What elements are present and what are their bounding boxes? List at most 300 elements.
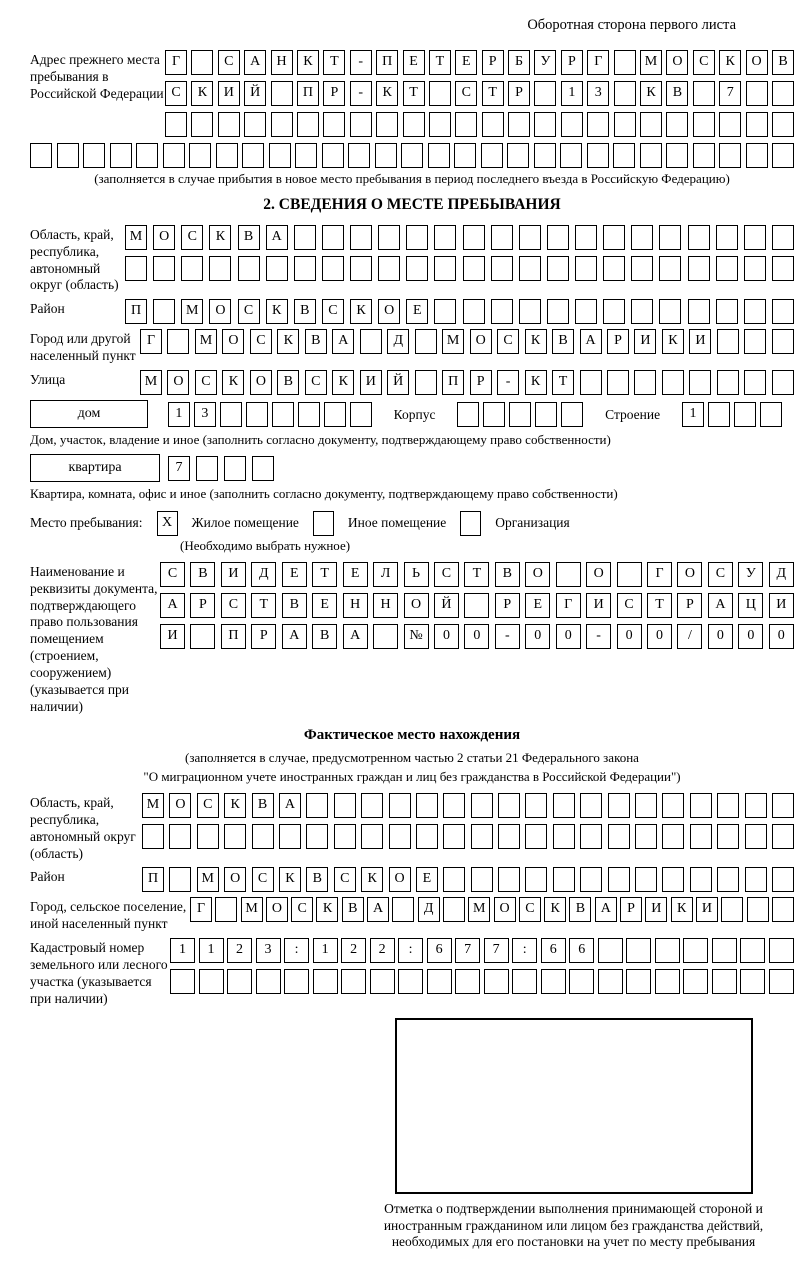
char-cell xyxy=(509,402,531,427)
cadastral-grid xyxy=(170,938,794,994)
char-cell xyxy=(631,256,653,281)
char-cell: В xyxy=(305,329,327,354)
char-cell xyxy=(242,143,264,168)
char-cell: 0 xyxy=(708,624,733,649)
char-cell: В xyxy=(495,562,520,587)
char-cell xyxy=(745,793,767,818)
char-cell: В xyxy=(312,624,337,649)
char-cell xyxy=(626,938,651,963)
char-cell xyxy=(659,256,681,281)
char-cell: О xyxy=(153,225,175,250)
document-block xyxy=(30,562,794,716)
char-cell xyxy=(640,143,662,168)
char-cell: А xyxy=(708,593,733,618)
char-cell xyxy=(271,81,293,106)
char-cell: Н xyxy=(373,593,398,618)
char-cell: Т xyxy=(403,81,425,106)
char-cell: В xyxy=(252,793,274,818)
char-cell xyxy=(772,329,794,354)
street-row xyxy=(30,370,794,395)
char-cell xyxy=(297,112,319,137)
char-cell: 7 xyxy=(168,456,190,481)
region2-block xyxy=(30,793,794,863)
char-cell: М xyxy=(468,897,490,922)
char-cell xyxy=(434,299,456,324)
char-cell: Р xyxy=(508,81,530,106)
char-cell xyxy=(719,143,741,168)
char-cell: М xyxy=(125,225,147,250)
char-cell: В xyxy=(342,897,364,922)
char-cell xyxy=(541,969,566,994)
char-cell xyxy=(745,824,767,849)
char-cell: Л xyxy=(373,562,398,587)
char-cell: 6 xyxy=(541,938,566,963)
char-cell: Г xyxy=(556,593,581,618)
char-cell xyxy=(507,143,529,168)
char-cell: Н xyxy=(271,50,293,75)
char-cell xyxy=(306,793,328,818)
char-cell xyxy=(483,402,505,427)
char-cell xyxy=(334,793,356,818)
stroenie-label: Строение xyxy=(605,407,661,423)
char-cell: 0 xyxy=(769,624,794,649)
char-cell xyxy=(218,112,240,137)
char-cell xyxy=(690,867,712,892)
char-cell: А xyxy=(160,593,185,618)
stay-type-row xyxy=(30,511,794,536)
char-cell: К xyxy=(525,370,547,395)
char-cell xyxy=(360,329,382,354)
char-cell: М xyxy=(197,867,219,892)
char-cell xyxy=(534,81,556,106)
prev-address-block xyxy=(30,50,794,137)
char-cell: К xyxy=(224,793,246,818)
char-cell: Г xyxy=(190,897,212,922)
char-cell xyxy=(716,256,738,281)
char-cell xyxy=(322,143,344,168)
checkbox-organization xyxy=(460,511,481,536)
char-cell xyxy=(688,299,710,324)
char-cell: К xyxy=(279,867,301,892)
char-cell xyxy=(716,225,738,250)
char-cell xyxy=(734,402,756,427)
region-block xyxy=(30,225,794,295)
char-cell: Р xyxy=(607,329,629,354)
char-cell: С xyxy=(195,370,217,395)
char-cell xyxy=(534,143,556,168)
char-cell xyxy=(717,793,739,818)
region-label: Область, край, республика, автономный округ (область) xyxy=(30,226,119,293)
char-cell: А xyxy=(266,225,288,250)
char-cell xyxy=(772,81,794,106)
char-cell xyxy=(519,225,541,250)
char-cell xyxy=(350,225,372,250)
char-cell xyxy=(125,256,147,281)
city2-row xyxy=(30,897,794,933)
char-cell xyxy=(350,256,372,281)
char-cell xyxy=(614,50,636,75)
char-cell: 1 xyxy=(170,938,195,963)
char-cell: П xyxy=(125,299,147,324)
char-cell xyxy=(491,225,513,250)
char-cell xyxy=(169,867,191,892)
char-cell xyxy=(547,225,569,250)
char-cell: С xyxy=(708,562,733,587)
char-cell: В xyxy=(190,562,215,587)
option-other-premises-label: Иное помещение xyxy=(347,514,447,530)
char-cell xyxy=(525,793,547,818)
char-cell xyxy=(392,897,414,922)
char-cell xyxy=(30,143,52,168)
char-cell xyxy=(690,824,712,849)
char-cell xyxy=(209,256,231,281)
char-cell: Р xyxy=(470,370,492,395)
char-cell: М xyxy=(140,370,162,395)
char-grid-row xyxy=(142,867,794,892)
law-note-line1: (заполняется в случае, предусмотренном частью 2 статьи 21 Федерального закона xyxy=(185,750,639,766)
char-cell: Р xyxy=(323,81,345,106)
char-cell xyxy=(635,824,657,849)
char-cell xyxy=(534,112,556,137)
char-cell: Г xyxy=(647,562,672,587)
char-cell xyxy=(294,256,316,281)
char-cell: М xyxy=(442,329,464,354)
char-cell xyxy=(547,256,569,281)
char-cell: К xyxy=(361,867,383,892)
char-grid-row xyxy=(142,793,794,818)
char-cell xyxy=(744,225,766,250)
char-cell: В xyxy=(238,225,260,250)
char-cell xyxy=(525,824,547,849)
char-cell xyxy=(608,824,630,849)
house-row xyxy=(30,400,794,428)
char-cell: И xyxy=(218,81,240,106)
prev-address-note: (заполняется в случае прибытия в новое место пребывания в период последнего въезда в Российскую Федерацию) xyxy=(94,171,730,187)
apartment-type-box: квартира xyxy=(30,454,160,482)
char-cell: В xyxy=(306,867,328,892)
char-cell xyxy=(322,225,344,250)
char-cell xyxy=(760,402,782,427)
char-cell xyxy=(481,143,503,168)
char-cell: Р xyxy=(251,624,276,649)
char-cell xyxy=(772,225,794,250)
char-grid-row-wide xyxy=(170,938,794,963)
char-cell: И xyxy=(360,370,382,395)
char-cell: П xyxy=(376,50,398,75)
char-cell xyxy=(471,824,493,849)
char-cell xyxy=(587,112,609,137)
char-cell: Ц xyxy=(738,593,763,618)
char-cell xyxy=(744,370,766,395)
char-cell xyxy=(683,938,708,963)
char-cell xyxy=(434,225,456,250)
char-cell xyxy=(693,112,715,137)
char-cell: 0 xyxy=(647,624,672,649)
char-cell xyxy=(416,793,438,818)
char-cell: 1 xyxy=(313,938,338,963)
char-cell xyxy=(744,256,766,281)
char-cell: - xyxy=(495,624,520,649)
char-cell xyxy=(769,938,794,963)
char-cell: 7 xyxy=(719,81,741,106)
char-cell xyxy=(153,256,175,281)
char-cell xyxy=(498,793,520,818)
house-type-box: дом xyxy=(30,400,148,428)
char-cell xyxy=(110,143,132,168)
char-cell: С xyxy=(291,897,313,922)
char-cell: И xyxy=(160,624,185,649)
char-cell xyxy=(389,793,411,818)
char-cell xyxy=(635,793,657,818)
char-cell: В xyxy=(277,370,299,395)
char-cell: М xyxy=(195,329,217,354)
char-cell xyxy=(747,897,769,922)
char-cell: 0 xyxy=(525,624,550,649)
char-cell: И xyxy=(634,329,656,354)
char-cell xyxy=(256,969,281,994)
char-cell: К xyxy=(662,329,684,354)
actual-location-title: Фактическое место нахождения xyxy=(303,726,521,743)
house-number-cells xyxy=(168,402,372,427)
char-cell xyxy=(662,793,684,818)
char-cell: К xyxy=(222,370,244,395)
char-cell xyxy=(83,143,105,168)
char-cell xyxy=(746,143,768,168)
char-cell: У xyxy=(738,562,763,587)
char-cell: Е xyxy=(406,299,428,324)
char-cell xyxy=(284,969,309,994)
char-cell xyxy=(721,897,743,922)
char-cell xyxy=(220,402,242,427)
char-cell: А xyxy=(580,329,602,354)
char-cell xyxy=(553,824,575,849)
char-cell: Н xyxy=(343,593,368,618)
confirmation-stamp-box xyxy=(395,1018,753,1194)
char-cell: С xyxy=(519,897,541,922)
char-cell xyxy=(613,143,635,168)
char-cell: 0 xyxy=(434,624,459,649)
char-cell xyxy=(575,299,597,324)
char-cell xyxy=(169,824,191,849)
char-grid-row xyxy=(125,225,794,250)
char-cell xyxy=(598,938,623,963)
char-cell xyxy=(634,370,656,395)
char-cell xyxy=(740,969,765,994)
char-cell xyxy=(655,938,680,963)
char-cell: К xyxy=(544,897,566,922)
char-cell xyxy=(348,143,370,168)
char-cell xyxy=(689,370,711,395)
char-cell xyxy=(560,143,582,168)
char-cell: Д xyxy=(418,897,440,922)
char-cell xyxy=(772,824,794,849)
char-cell: Д xyxy=(769,562,794,587)
char-cell xyxy=(662,370,684,395)
char-cell xyxy=(631,299,653,324)
char-cell: Р xyxy=(677,593,702,618)
char-grid-row xyxy=(190,897,794,922)
char-cell: 7 xyxy=(455,938,480,963)
char-cell xyxy=(587,143,609,168)
char-grid-row-wide xyxy=(160,593,794,618)
char-cell: Е xyxy=(525,593,550,618)
char-cell xyxy=(455,969,480,994)
char-cell: К xyxy=(525,329,547,354)
char-cell: А xyxy=(282,624,307,649)
char-grid-row xyxy=(165,81,794,106)
char-grid-row xyxy=(165,112,794,137)
char-cell xyxy=(717,867,739,892)
char-cell: М xyxy=(640,50,662,75)
char-cell xyxy=(376,112,398,137)
char-cell: Й xyxy=(434,593,459,618)
char-cell xyxy=(279,824,301,849)
char-cell: Р xyxy=(495,593,520,618)
char-cell: О xyxy=(494,897,516,922)
char-cell xyxy=(199,969,224,994)
document-label: Наименование и реквизиты документа, подтверждающего право пользования помещением (строением, сооружением) (указывается при наличии) xyxy=(30,563,158,714)
char-cell xyxy=(772,867,794,892)
char-cell xyxy=(434,256,456,281)
city2-label: Город, сельское поселение, иной населенный пункт xyxy=(30,899,187,932)
char-cell: : xyxy=(398,938,423,963)
korpus-label: Корпус xyxy=(393,407,436,423)
char-cell xyxy=(455,112,477,137)
char-cell: О xyxy=(378,299,400,324)
char-cell: 2 xyxy=(370,938,395,963)
char-cell: С xyxy=(250,329,272,354)
char-cell: № xyxy=(404,624,429,649)
char-cell xyxy=(608,793,630,818)
char-cell: 2 xyxy=(227,938,252,963)
stay-type-label: Место пребывания: xyxy=(30,514,143,530)
char-cell: И xyxy=(221,562,246,587)
char-cell: 1 xyxy=(682,402,704,427)
char-cell xyxy=(717,370,739,395)
char-cell xyxy=(603,299,625,324)
char-cell: О xyxy=(250,370,272,395)
char-cell xyxy=(614,81,636,106)
char-cell: О xyxy=(404,593,429,618)
char-cell xyxy=(744,299,766,324)
char-cell: М xyxy=(181,299,203,324)
char-cell xyxy=(406,256,428,281)
char-cell xyxy=(224,456,246,481)
char-cell xyxy=(142,824,164,849)
char-cell: К xyxy=(316,897,338,922)
char-cell: Е xyxy=(312,593,337,618)
char-cell: К xyxy=(671,897,693,922)
char-cell: О xyxy=(470,329,492,354)
char-cell: В xyxy=(569,897,591,922)
char-cell xyxy=(547,299,569,324)
district2-label: Район xyxy=(30,869,65,885)
char-cell xyxy=(580,793,602,818)
char-cell: С xyxy=(334,867,356,892)
char-cell xyxy=(617,562,642,587)
region2-grid xyxy=(142,793,794,849)
char-cell: А xyxy=(343,624,368,649)
char-cell: Д xyxy=(387,329,409,354)
char-cell: В xyxy=(772,50,794,75)
char-cell xyxy=(428,143,450,168)
char-cell xyxy=(463,225,485,250)
char-cell xyxy=(519,299,541,324)
char-cell: М xyxy=(142,793,164,818)
char-cell xyxy=(553,793,575,818)
prev-address-grid xyxy=(165,50,794,137)
char-cell xyxy=(683,969,708,994)
char-cell: - xyxy=(350,81,372,106)
char-cell xyxy=(443,867,465,892)
char-cell xyxy=(708,402,730,427)
char-grid-row xyxy=(140,329,794,354)
char-cell xyxy=(719,112,741,137)
char-cell xyxy=(659,225,681,250)
char-cell xyxy=(454,143,476,168)
char-cell: О xyxy=(224,867,246,892)
city-label: Город или другой населенный пункт xyxy=(30,331,136,364)
char-cell: Е xyxy=(455,50,477,75)
page-header-note: Оборотная сторона первого листа xyxy=(527,17,736,33)
stamp-area xyxy=(383,1018,794,1252)
char-cell xyxy=(167,329,189,354)
char-cell xyxy=(640,112,662,137)
char-cell xyxy=(191,50,213,75)
char-cell xyxy=(415,370,437,395)
char-cell xyxy=(322,256,344,281)
char-cell xyxy=(693,143,715,168)
char-cell: С xyxy=(434,562,459,587)
char-cell xyxy=(491,256,513,281)
char-cell: С xyxy=(617,593,642,618)
char-cell xyxy=(57,143,79,168)
char-cell xyxy=(666,143,688,168)
char-cell xyxy=(163,143,185,168)
char-cell: И xyxy=(769,593,794,618)
char-cell: П xyxy=(297,81,319,106)
char-cell: К xyxy=(266,299,288,324)
char-cell xyxy=(580,370,602,395)
char-cell: С xyxy=(455,81,477,106)
char-cell: П xyxy=(442,370,464,395)
char-cell xyxy=(769,969,794,994)
char-cell: Р xyxy=(620,897,642,922)
char-cell xyxy=(659,299,681,324)
char-cell: И xyxy=(645,897,667,922)
option-organization-label: Организация xyxy=(495,514,570,530)
char-cell: К xyxy=(277,329,299,354)
char-cell xyxy=(688,256,710,281)
char-cell xyxy=(165,112,187,137)
char-cell xyxy=(575,225,597,250)
char-cell xyxy=(561,402,583,427)
char-cell xyxy=(740,938,765,963)
char-cell xyxy=(170,969,195,994)
char-cell: В xyxy=(282,593,307,618)
char-cell xyxy=(745,867,767,892)
char-cell xyxy=(525,867,547,892)
char-cell xyxy=(553,867,575,892)
char-cell xyxy=(323,112,345,137)
char-cell: 0 xyxy=(556,624,581,649)
char-cell: Т xyxy=(312,562,337,587)
char-cell xyxy=(772,299,794,324)
char-cell xyxy=(389,824,411,849)
char-grid-row xyxy=(125,299,794,324)
char-cell: - xyxy=(350,50,372,75)
char-cell: Т xyxy=(647,593,672,618)
